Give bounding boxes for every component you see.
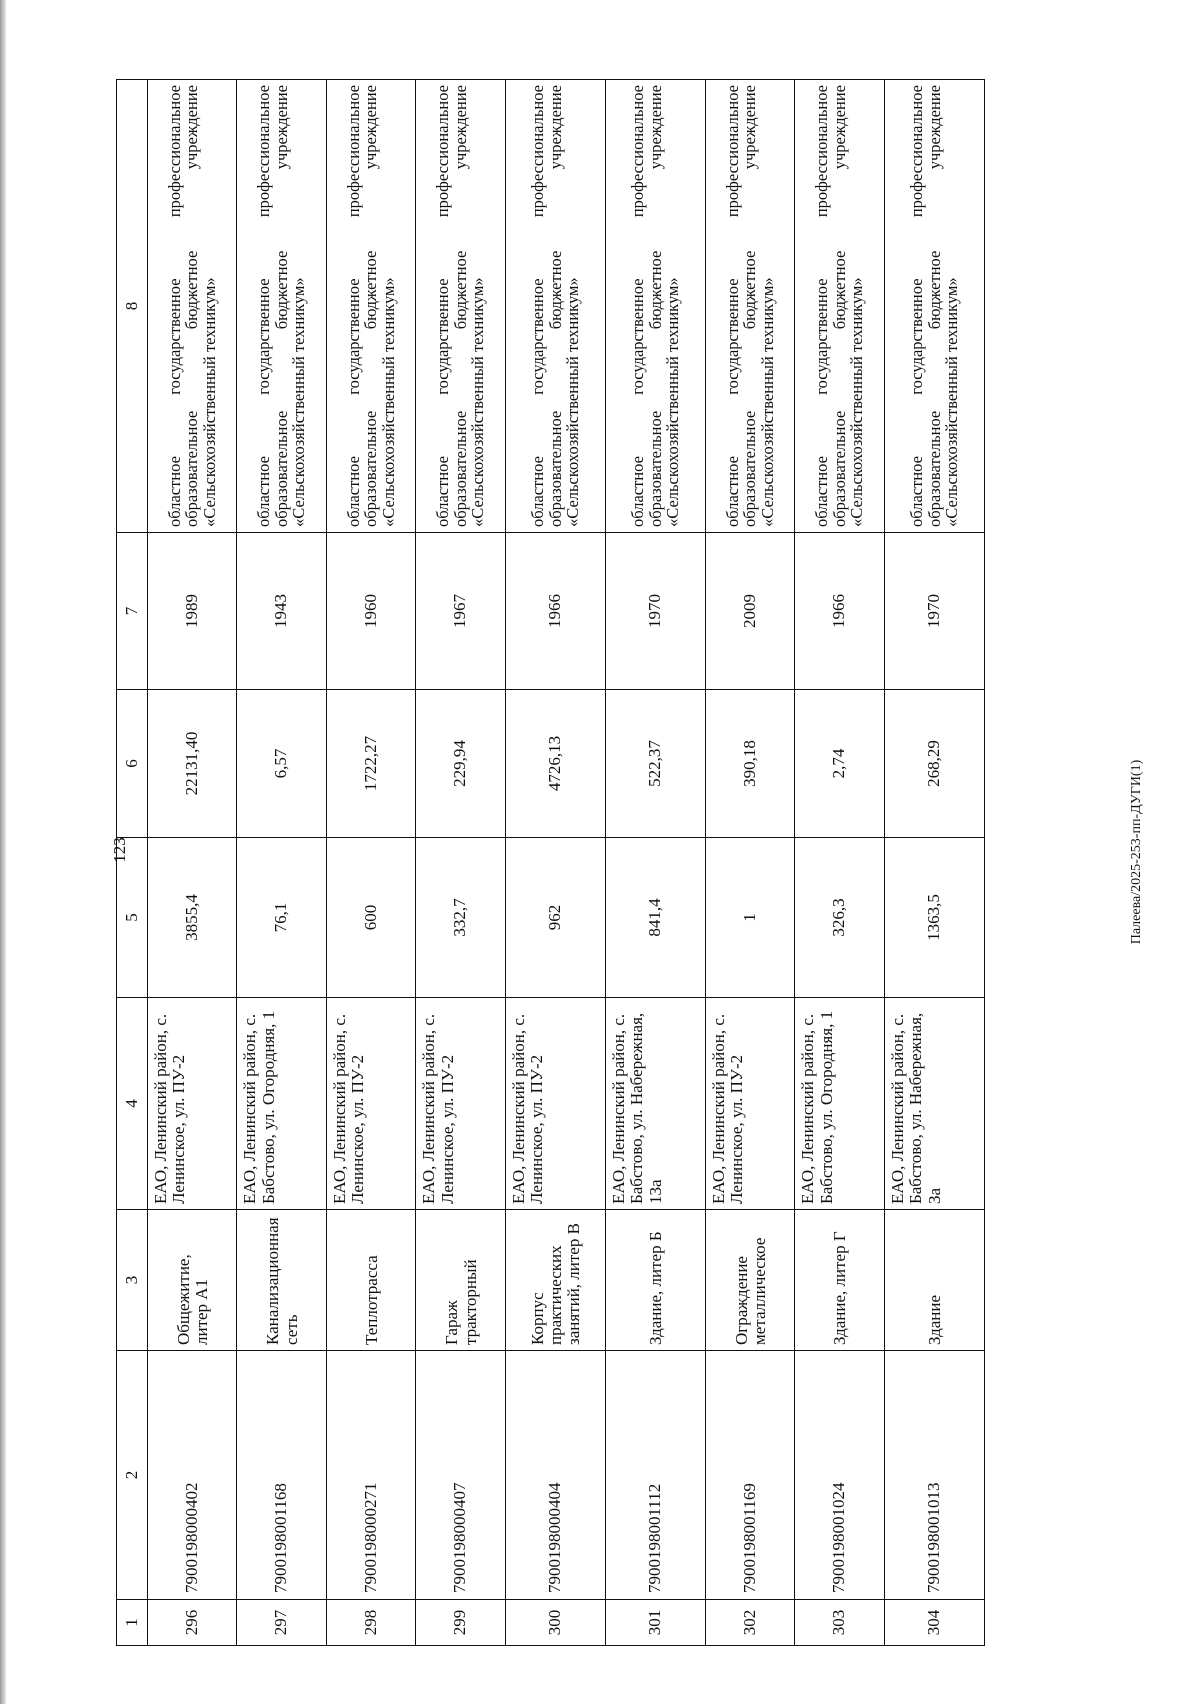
rotated-page-content	[116, 80, 985, 1646]
header-row	[117, 80, 148, 1646]
row-number: 304	[884, 1600, 984, 1646]
object-name: Корпус практических занятий, литер В	[505, 1210, 605, 1351]
row-number: 303	[795, 1600, 884, 1646]
object-area: 76,1	[237, 838, 326, 998]
registry-number: 7900198001112	[605, 1351, 705, 1600]
table-row	[795, 80, 884, 1646]
object-area: 1	[705, 838, 794, 998]
object-area: 332,7	[416, 838, 505, 998]
object-year: 1943	[237, 533, 326, 690]
column-header: 3	[117, 1210, 148, 1351]
object-holder: областное государственное профессиональное образовательное бюджетное учреждение «Сельскохозяйственный техникум»	[416, 80, 505, 533]
object-address: ЕАО, Ленинский район, с. Бабстово, ул. Набережная, 3а	[884, 998, 984, 1210]
object-holder: областное государственное профессиональное образовательное бюджетное учреждение «Сельскохозяйственный техникум»	[505, 80, 605, 533]
registry-number: 7900198000402	[148, 1351, 237, 1600]
row-number: 301	[605, 1600, 705, 1646]
object-year: 2009	[705, 533, 794, 690]
object-holder: областное государственное профессиональное образовательное бюджетное учреждение «Сельскохозяйственный техникум»	[148, 80, 237, 533]
object-holder: областное государственное профессиональное образовательное бюджетное учреждение «Сельскохозяйственный техникум»	[795, 80, 884, 533]
object-area: 962	[505, 838, 605, 998]
table-row	[326, 80, 415, 1646]
object-holder: областное государственное профессиональное образовательное бюджетное учреждение «Сельскохозяйственный техникум»	[237, 80, 326, 533]
object-name: Здание, литер Б	[605, 1210, 705, 1351]
object-name: Ограждение металлическое	[705, 1210, 794, 1351]
object-value: 229,94	[416, 690, 505, 838]
object-year: 1970	[605, 533, 705, 690]
column-header: 6	[117, 690, 148, 838]
object-address: ЕАО, Ленинский район, с. Ленинское, ул. ПУ-2	[148, 998, 237, 1210]
scan-edge	[0, 0, 6, 1704]
object-area: 600	[326, 838, 415, 998]
row-number: 299	[416, 1600, 505, 1646]
table-row	[705, 80, 794, 1646]
object-value: 522,37	[605, 690, 705, 838]
object-address: ЕАО, Ленинский район, с. Ленинское, ул. ПУ-2	[705, 998, 794, 1210]
object-area: 326,3	[795, 838, 884, 998]
object-address: ЕАО, Ленинский район, с. Бабстово, ул. Огородняя, 1	[237, 998, 326, 1210]
object-year: 1960	[326, 533, 415, 690]
row-number: 300	[505, 1600, 605, 1646]
object-value: 390,18	[705, 690, 794, 838]
object-value: 268,29	[884, 690, 984, 838]
object-address: ЕАО, Ленинский район, с. Бабстово, ул. Набережная, 13а	[605, 998, 705, 1210]
object-address: ЕАО, Ленинский район, с. Ленинское, ул. ПУ-2	[416, 998, 505, 1210]
object-area: 841,4	[605, 838, 705, 998]
object-address: ЕАО, Ленинский район, с. Бабстово, ул. Огородняя, 1	[795, 998, 884, 1210]
registry-number: 7900198000407	[416, 1351, 505, 1600]
property-table	[116, 79, 985, 1646]
object-value: 6,57	[237, 690, 326, 838]
registry-number: 7900198000271	[326, 1351, 415, 1600]
registry-number: 7900198000404	[505, 1351, 605, 1600]
table-row	[148, 80, 237, 1646]
column-header: 5	[117, 838, 148, 998]
object-value: 4726,13	[505, 690, 605, 838]
registry-number: 7900198001013	[884, 1351, 984, 1600]
row-number: 302	[705, 1600, 794, 1646]
table-row	[605, 80, 705, 1646]
object-year: 1967	[416, 533, 505, 690]
column-header: 2	[117, 1351, 148, 1600]
row-number: 297	[237, 1600, 326, 1646]
column-header: 1	[117, 1600, 148, 1646]
object-holder: областное государственное профессиональное образовательное бюджетное учреждение «Сельскохозяйственный техникум»	[705, 80, 794, 533]
object-name: Общежитие, литер А1	[148, 1210, 237, 1351]
table-row	[416, 80, 505, 1646]
object-year: 1966	[505, 533, 605, 690]
page-number: 123	[110, 837, 129, 863]
registry-number: 7900198001169	[705, 1351, 794, 1600]
object-name: Гараж тракторный	[416, 1210, 505, 1351]
object-value: 22131,40	[148, 690, 237, 838]
document-code: Палеева/2025-253-пп-ДУГИ(1)	[1129, 759, 1144, 945]
object-address: ЕАО, Ленинский район, с. Ленинское, ул. ПУ-2	[505, 998, 605, 1210]
object-name: Здание	[884, 1210, 984, 1351]
object-year: 1970	[884, 533, 984, 690]
object-name: Здание, литер Г	[795, 1210, 884, 1351]
row-number: 298	[326, 1600, 415, 1646]
registry-number: 7900198001168	[237, 1351, 326, 1600]
object-value: 2,74	[795, 690, 884, 838]
table-row	[884, 80, 984, 1646]
object-value: 1722,27	[326, 690, 415, 838]
column-header: 8	[117, 80, 148, 533]
object-holder: областное государственное профессиональное образовательное бюджетное учреждение «Сельскохозяйственный техникум»	[326, 80, 415, 533]
object-holder: областное государственное профессиональное образовательное бюджетное учреждение «Сельскохозяйственный техникум»	[605, 80, 705, 533]
object-address: ЕАО, Ленинский район, с. Ленинское, ул. ПУ-2	[326, 998, 415, 1210]
object-year: 1989	[148, 533, 237, 690]
table-body	[148, 80, 985, 1646]
object-name: Теплотрасса	[326, 1210, 415, 1351]
object-holder: областное государственное профессиональное образовательное бюджетное учреждение «Сельскохозяйственный техникум»	[884, 80, 984, 533]
row-number: 296	[148, 1600, 237, 1646]
object-year: 1966	[795, 533, 884, 690]
object-area: 1363,5	[884, 838, 984, 998]
column-header: 7	[117, 533, 148, 690]
table-row	[505, 80, 605, 1646]
table-row	[237, 80, 326, 1646]
object-area: 3855,4	[148, 838, 237, 998]
column-header: 4	[117, 998, 148, 1210]
object-name: Канализационная сеть	[237, 1210, 326, 1351]
registry-number: 7900198001024	[795, 1351, 884, 1600]
